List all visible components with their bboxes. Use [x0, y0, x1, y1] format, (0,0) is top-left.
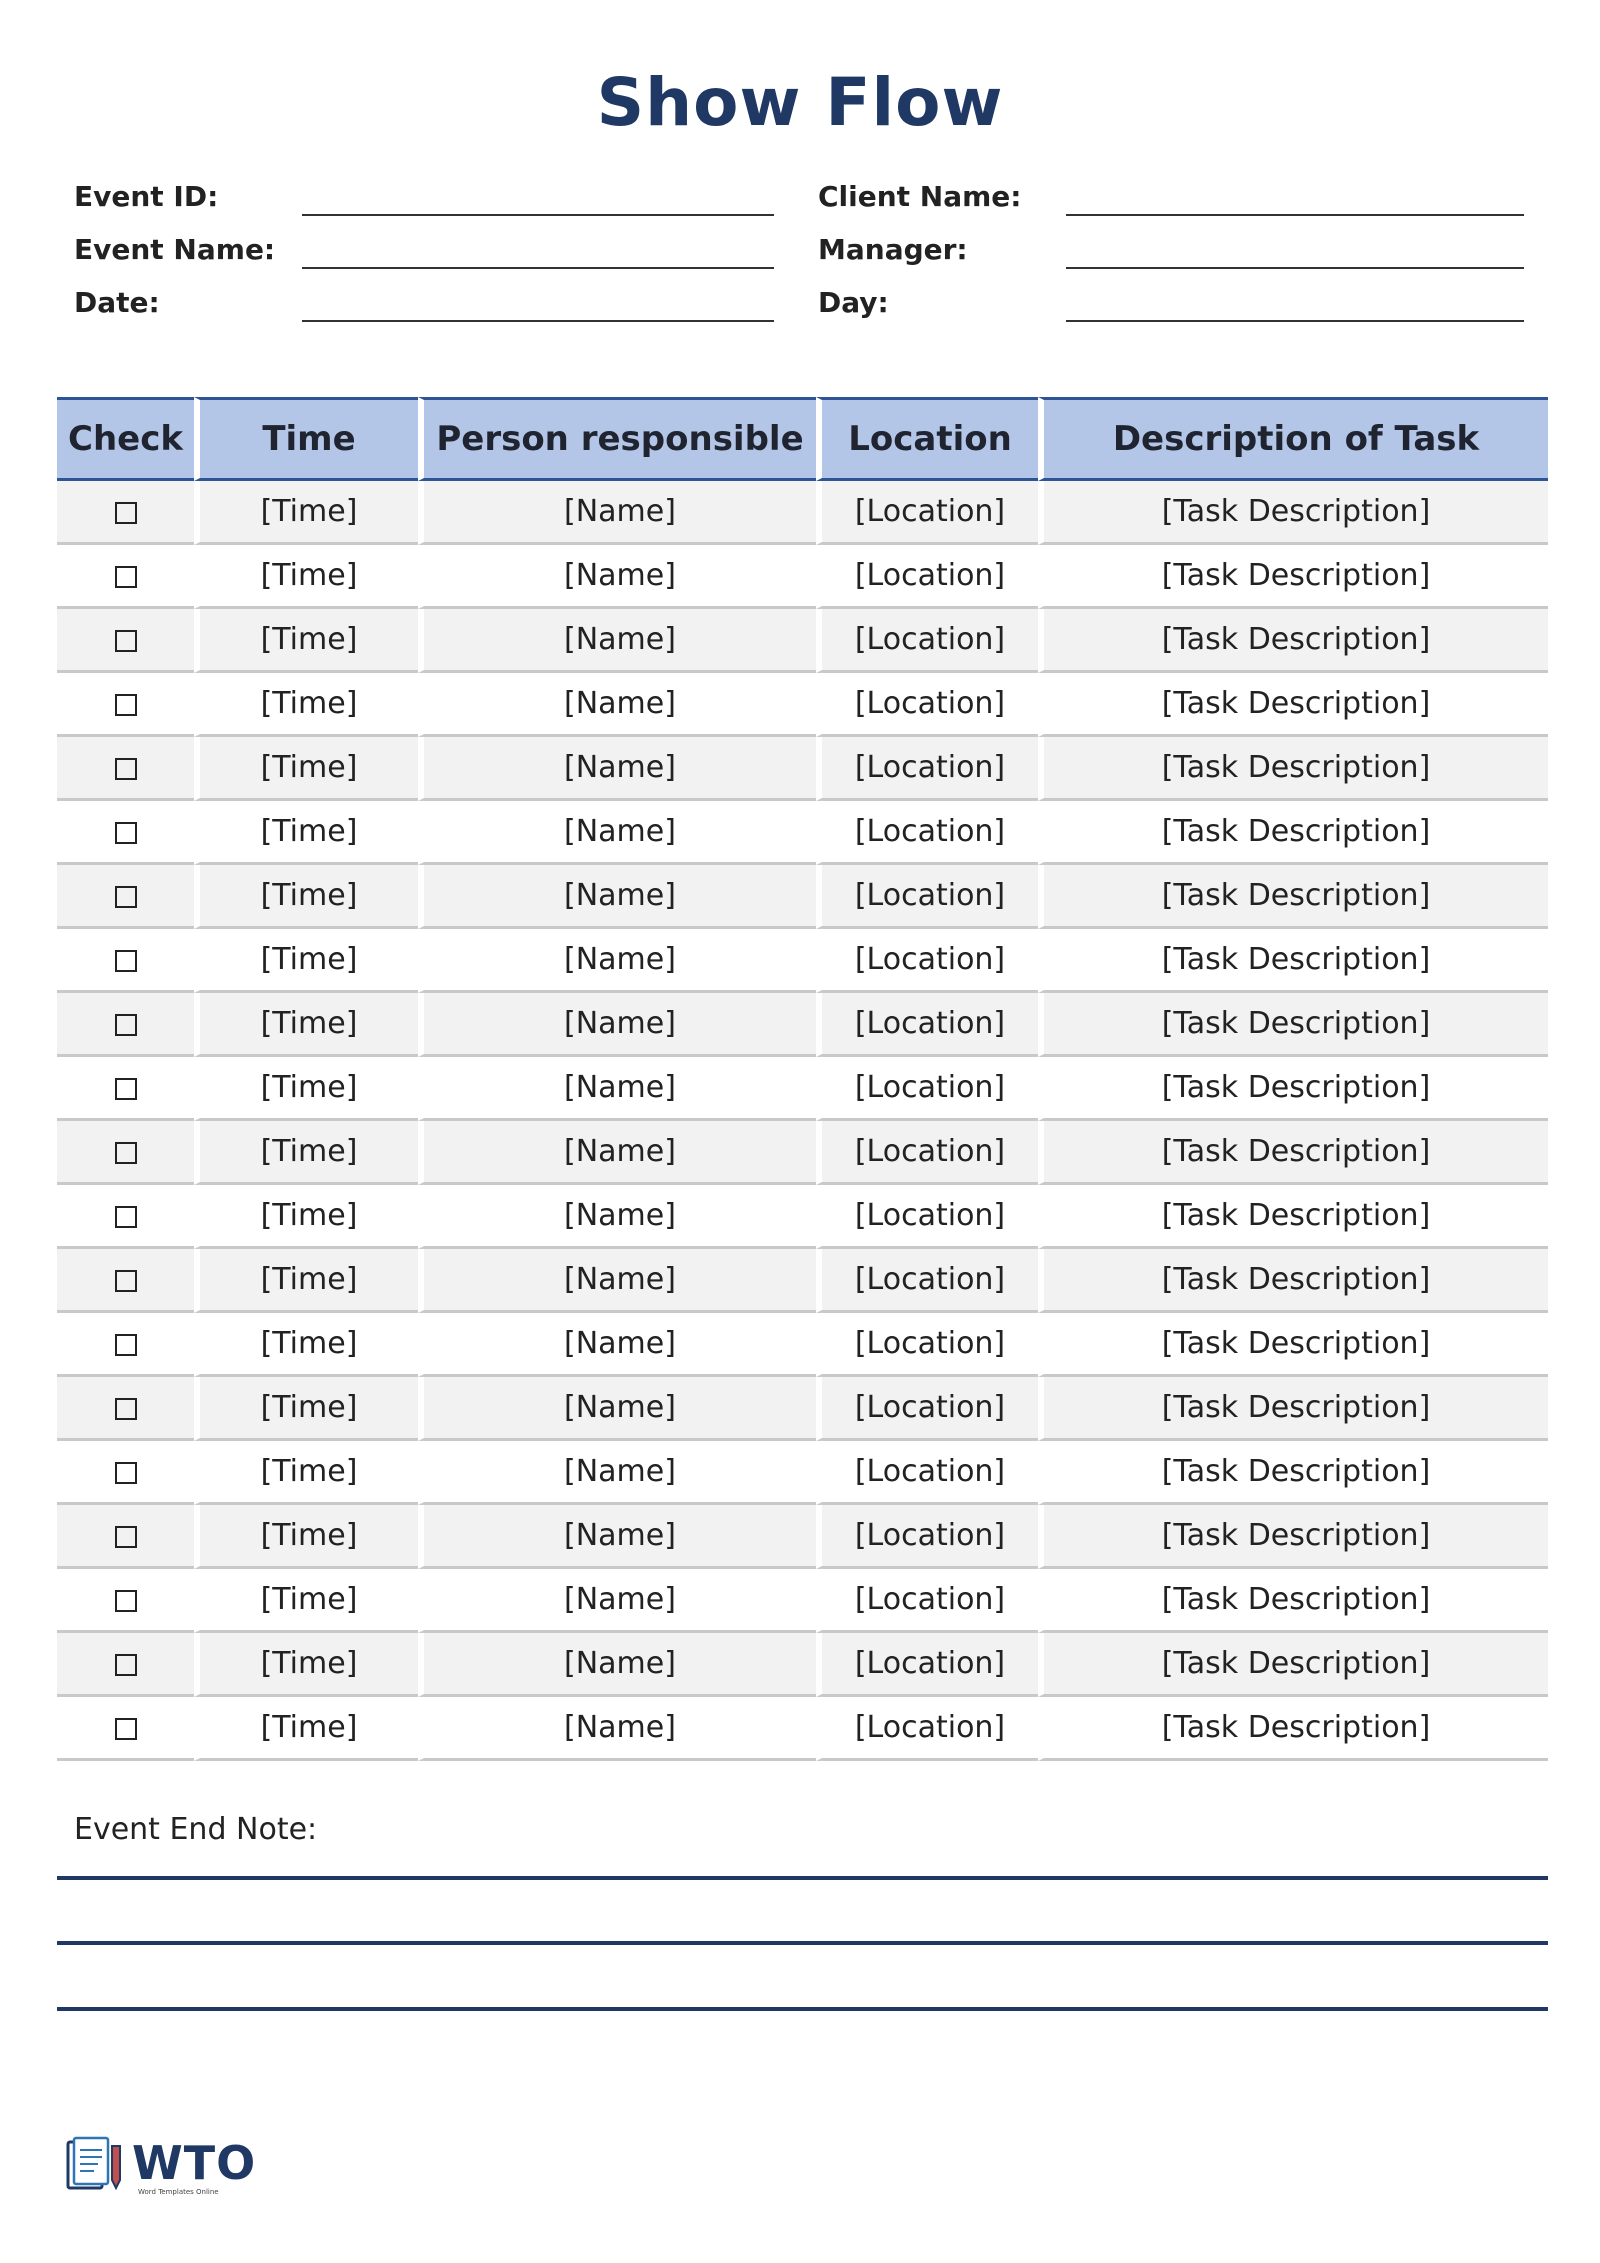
event-name-label: Event Name: [74, 233, 276, 266]
client-name-input-line[interactable] [1066, 180, 1524, 216]
location-cell[interactable]: [Location] [816, 1121, 1038, 1185]
task-cell[interactable]: [Task Description] [1038, 1185, 1548, 1249]
checkbox[interactable] [115, 886, 137, 908]
name-cell[interactable]: [Name] [418, 801, 816, 865]
time-cell[interactable]: [Time] [194, 929, 418, 993]
name-cell[interactable]: [Name] [418, 929, 816, 993]
event-id-input-line[interactable] [302, 180, 774, 216]
check-cell [57, 481, 194, 545]
table-row [57, 1505, 1548, 1569]
time-cell[interactable]: [Time] [194, 1185, 418, 1249]
check-cell [57, 545, 194, 609]
checkbox[interactable] [115, 1462, 137, 1484]
checkbox[interactable] [115, 1142, 137, 1164]
task-cell[interactable]: [Task Description] [1038, 609, 1548, 673]
time-cell[interactable]: [Time] [194, 1569, 418, 1633]
note-line-2[interactable] [57, 1941, 1548, 1945]
task-cell[interactable]: [Task Description] [1038, 929, 1548, 993]
location-cell[interactable]: [Location] [816, 929, 1038, 993]
task-cell[interactable]: [Task Description] [1038, 801, 1548, 865]
table-row [57, 929, 1548, 993]
table-row [57, 1121, 1548, 1185]
table-row [57, 801, 1548, 865]
checkbox[interactable] [115, 1334, 137, 1356]
name-cell[interactable]: [Name] [418, 609, 816, 673]
check-cell [57, 1185, 194, 1249]
check-cell [57, 1249, 194, 1313]
name-cell[interactable]: [Name] [418, 545, 816, 609]
task-cell[interactable]: [Task Description] [1038, 1633, 1548, 1697]
name-cell[interactable]: [Name] [418, 1249, 816, 1313]
checkbox[interactable] [115, 630, 137, 652]
task-cell[interactable]: [Task Description] [1038, 545, 1548, 609]
name-cell[interactable]: [Name] [418, 1377, 816, 1441]
table-header-row [57, 397, 1548, 481]
check-cell [57, 1121, 194, 1185]
name-cell[interactable]: [Name] [418, 993, 816, 1057]
date-input-line[interactable] [302, 286, 774, 322]
location-cell[interactable]: [Location] [816, 673, 1038, 737]
event-id-label: Event ID: [74, 180, 219, 213]
day-input-line[interactable] [1066, 286, 1524, 322]
document-pen-icon [64, 2136, 126, 2198]
location-cell[interactable]: [Location] [816, 865, 1038, 929]
client-name-label: Client Name: [818, 180, 1022, 213]
location-cell[interactable]: [Location] [816, 545, 1038, 609]
check-cell [57, 1505, 194, 1569]
location-cell[interactable]: [Location] [816, 737, 1038, 801]
checkbox[interactable] [115, 1014, 137, 1036]
location-cell[interactable]: [Location] [816, 993, 1038, 1057]
checkbox[interactable] [115, 1590, 137, 1612]
table-row [57, 673, 1548, 737]
time-cell[interactable]: [Time] [194, 1249, 418, 1313]
logo-brand: WTO [132, 2136, 257, 2190]
task-cell[interactable]: [Task Description] [1038, 737, 1548, 801]
time-cell[interactable]: [Time] [194, 1121, 418, 1185]
time-cell[interactable]: [Time] [194, 1633, 418, 1697]
checkbox[interactable] [115, 694, 137, 716]
checkbox[interactable] [115, 566, 137, 588]
table-row [57, 1633, 1548, 1697]
time-cell[interactable]: [Time] [194, 993, 418, 1057]
table-row [57, 1377, 1548, 1441]
header-check: Check [57, 397, 194, 481]
table-row [57, 1185, 1548, 1249]
name-cell[interactable]: [Name] [418, 1633, 816, 1697]
task-cell[interactable]: [Task Description] [1038, 673, 1548, 737]
check-cell [57, 1377, 194, 1441]
wto-logo [64, 2136, 257, 2200]
checkbox[interactable] [115, 1718, 137, 1740]
event-end-note-label: Event End Note: [74, 1812, 318, 1847]
name-cell[interactable]: [Name] [418, 865, 816, 929]
check-cell [57, 1633, 194, 1697]
location-cell[interactable]: [Location] [816, 801, 1038, 865]
time-cell[interactable]: [Time] [194, 545, 418, 609]
time-cell[interactable]: [Time] [194, 673, 418, 737]
task-cell[interactable]: [Task Description] [1038, 1377, 1548, 1441]
task-cell[interactable]: [Task Description] [1038, 481, 1548, 545]
location-cell[interactable]: [Location] [816, 1505, 1038, 1569]
task-cell[interactable]: [Task Description] [1038, 1249, 1548, 1313]
time-cell[interactable]: [Time] [194, 1441, 418, 1505]
table-row [57, 1441, 1548, 1505]
location-cell[interactable]: [Location] [816, 1313, 1038, 1377]
time-cell[interactable]: [Time] [194, 481, 418, 545]
date-label: Date: [74, 286, 160, 319]
checkbox[interactable] [115, 822, 137, 844]
check-cell [57, 609, 194, 673]
name-cell[interactable]: [Name] [418, 1697, 816, 1761]
table-row [57, 1313, 1548, 1377]
check-cell [57, 1057, 194, 1121]
table-row [57, 1569, 1548, 1633]
location-cell[interactable]: [Location] [816, 609, 1038, 673]
day-label: Day: [818, 286, 889, 319]
name-cell[interactable]: [Name] [418, 1185, 816, 1249]
location-cell[interactable]: [Location] [816, 1441, 1038, 1505]
checkbox[interactable] [115, 1398, 137, 1420]
table-row [57, 1057, 1548, 1121]
logo-tagline: Word Templates Online [138, 2188, 219, 2196]
checkbox[interactable] [115, 1078, 137, 1100]
table-row [57, 545, 1548, 609]
time-cell[interactable]: [Time] [194, 865, 418, 929]
location-cell[interactable]: [Location] [816, 1633, 1038, 1697]
time-cell[interactable]: [Time] [194, 1313, 418, 1377]
name-cell[interactable]: [Name] [418, 481, 816, 545]
name-cell[interactable]: [Name] [418, 1057, 816, 1121]
task-cell[interactable]: [Task Description] [1038, 1697, 1548, 1761]
check-cell [57, 801, 194, 865]
table-row [57, 1697, 1548, 1761]
manager-input-line[interactable] [1066, 233, 1524, 269]
table-row [57, 993, 1548, 1057]
checkbox[interactable] [115, 1654, 137, 1676]
location-cell[interactable]: [Location] [816, 481, 1038, 545]
location-cell[interactable]: [Location] [816, 1185, 1038, 1249]
task-cell[interactable]: [Task Description] [1038, 865, 1548, 929]
task-cell[interactable]: [Task Description] [1038, 1569, 1548, 1633]
check-cell [57, 1313, 194, 1377]
task-cell[interactable]: [Task Description] [1038, 1057, 1548, 1121]
check-cell [57, 865, 194, 929]
task-cell[interactable]: [Task Description] [1038, 1505, 1548, 1569]
table-row [57, 737, 1548, 801]
check-cell [57, 1697, 194, 1761]
task-cell[interactable]: [Task Description] [1038, 1441, 1548, 1505]
location-cell[interactable]: [Location] [816, 1377, 1038, 1441]
name-cell[interactable]: [Name] [418, 673, 816, 737]
check-cell [57, 737, 194, 801]
check-cell [57, 929, 194, 993]
location-cell[interactable]: [Location] [816, 1697, 1038, 1761]
time-cell[interactable]: [Time] [194, 801, 418, 865]
name-cell[interactable]: [Name] [418, 737, 816, 801]
name-cell[interactable]: [Name] [418, 1441, 816, 1505]
time-cell[interactable]: [Time] [194, 1697, 418, 1761]
location-cell[interactable]: [Location] [816, 1249, 1038, 1313]
manager-label: Manager: [818, 233, 968, 266]
table-row [57, 481, 1548, 545]
check-cell [57, 1441, 194, 1505]
event-name-input-line[interactable] [302, 233, 774, 269]
task-cell[interactable]: [Task Description] [1038, 993, 1548, 1057]
time-cell[interactable]: [Time] [194, 1505, 418, 1569]
time-cell[interactable]: [Time] [194, 1377, 418, 1441]
task-cell[interactable]: [Task Description] [1038, 1121, 1548, 1185]
show-flow-table [57, 397, 1548, 1761]
checkbox[interactable] [115, 502, 137, 524]
task-cell[interactable]: [Task Description] [1038, 1313, 1548, 1377]
header-description: Description of Task [1038, 397, 1548, 481]
header-person-responsible: Person responsible [418, 397, 816, 481]
table-row [57, 865, 1548, 929]
table-row [57, 1249, 1548, 1313]
check-cell [57, 1569, 194, 1633]
note-line-3[interactable] [57, 2007, 1548, 2011]
time-cell[interactable]: [Time] [194, 609, 418, 673]
header-time: Time [194, 397, 418, 481]
check-cell [57, 993, 194, 1057]
note-line-1[interactable] [57, 1876, 1548, 1880]
page-title: Show Flow [596, 64, 1004, 141]
checkbox[interactable] [115, 1270, 137, 1292]
check-cell [57, 673, 194, 737]
table-row [57, 609, 1548, 673]
name-cell[interactable]: [Name] [418, 1569, 816, 1633]
checkbox[interactable] [115, 758, 137, 780]
header-location: Location [816, 397, 1038, 481]
time-cell[interactable]: [Time] [194, 737, 418, 801]
time-cell[interactable]: [Time] [194, 1057, 418, 1121]
name-cell[interactable]: [Name] [418, 1121, 816, 1185]
location-cell[interactable]: [Location] [816, 1569, 1038, 1633]
checkbox[interactable] [115, 1526, 137, 1548]
checkbox[interactable] [115, 1206, 137, 1228]
name-cell[interactable]: [Name] [418, 1505, 816, 1569]
name-cell[interactable]: [Name] [418, 1313, 816, 1377]
checkbox[interactable] [115, 950, 137, 972]
location-cell[interactable]: [Location] [816, 1057, 1038, 1121]
